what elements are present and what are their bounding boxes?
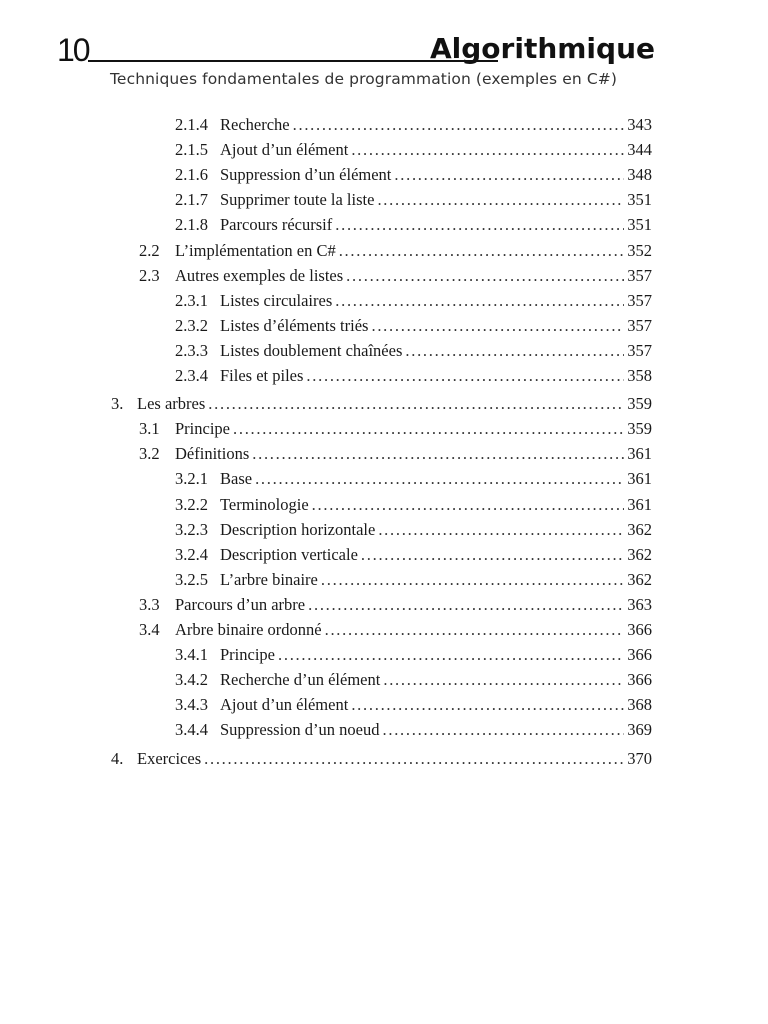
toc-entry: [175, 165, 652, 187]
toc-entry-number: 2.1.5: [175, 140, 208, 160]
toc-entry-number: 3.3: [139, 594, 160, 614]
toc-entry-page: 369: [627, 720, 652, 740]
toc-leader-dots: [377, 190, 624, 210]
toc-entry-title: Principe: [220, 645, 275, 665]
toc-leader-dots: [308, 595, 624, 615]
toc-entry-title: Suppression d’un élément: [220, 165, 392, 185]
toc-entry-title: Arbre binaire ordonné: [175, 620, 322, 639]
toc-entry-title: Listes d’éléments triés: [220, 315, 369, 335]
toc-entry-number: 2.3.3: [175, 340, 208, 360]
toc-entry-page: 351: [627, 215, 652, 235]
toc-entry: [175, 215, 652, 237]
toc-entry-number: 3.2.1: [175, 469, 208, 489]
toc-entry-number: 2.2: [139, 240, 160, 260]
toc-entry-title: Suppression d’un noeud: [220, 720, 380, 740]
toc-entry-number: 3.2: [139, 444, 160, 464]
toc-entry-title: Recherche: [220, 115, 290, 134]
toc-entry-number: 3.2.5: [175, 569, 208, 589]
toc-entry: [175, 190, 652, 212]
toc-entry-number: 3.2.4: [175, 544, 208, 564]
toc-entry-title: Terminologie: [220, 494, 309, 514]
toc-entry-number: 2.3.4: [175, 366, 208, 385]
toc-leader-dots: [394, 165, 624, 185]
toc-entry-page: 358: [627, 366, 652, 385]
toc-entry-title: L’implémentation en C#: [175, 240, 336, 260]
toc-entry-page: 366: [627, 620, 652, 639]
toc-entry-page: 359: [627, 419, 652, 439]
toc-entry-number: 3.4.2: [175, 670, 208, 690]
toc-entry: [139, 241, 652, 263]
toc-leader-dots: [325, 620, 625, 640]
toc-entry-number: 3.: [111, 394, 124, 414]
toc-entry-title: Parcours d’un arbre: [175, 594, 306, 614]
toc-entry: [139, 595, 652, 617]
page-number: 10: [57, 32, 89, 68]
toc-leader-dots: [312, 495, 625, 515]
toc-entry-page: 362: [627, 519, 652, 539]
toc-entry: [139, 419, 652, 441]
toc-entry: [139, 620, 652, 642]
toc-entry: [175, 670, 652, 692]
toc-entry-page: 363: [627, 594, 652, 614]
toc-entry: [175, 115, 652, 137]
toc-entry-page: 361: [627, 494, 652, 514]
toc-entry-title: Supprimer toute la liste: [220, 190, 375, 210]
toc-entry-page: 357: [627, 265, 652, 285]
toc-entry-number: 2.1.6: [175, 165, 208, 185]
toc-entry-number: 4.: [111, 748, 124, 768]
toc-entry-page: 352: [627, 240, 652, 260]
toc-leader-dots: [351, 695, 624, 715]
toc-entry-page: 370: [627, 748, 652, 768]
toc-entry-page: 366: [627, 670, 652, 690]
toc-entry-page: 348: [627, 165, 652, 185]
toc-entry: [111, 394, 652, 416]
toc-entry-number: 2.3: [139, 265, 160, 285]
toc-entry: [175, 341, 652, 363]
toc-entry: [175, 695, 652, 717]
toc-entry-title: Principe: [175, 419, 230, 439]
toc-entry-title: Exercices: [137, 748, 202, 768]
toc-entry-page: 344: [627, 140, 652, 160]
toc-entry-title: Listes doublement chaînées: [220, 340, 403, 360]
toc-entry-title: Parcours récursif: [220, 215, 333, 235]
toc-entry-page: 359: [627, 394, 652, 414]
toc-leader-dots: [371, 316, 624, 336]
toc-entry-title: Files et piles: [220, 366, 304, 385]
toc-entry-title: Autres exemples de listes: [175, 265, 344, 285]
toc-entry-title: Base: [220, 469, 253, 489]
toc-entry: [175, 469, 652, 491]
toc-entry-number: 2.1.4: [175, 115, 208, 134]
toc-entry-title: Description horizontale: [220, 519, 376, 539]
toc-entry: [175, 316, 652, 338]
toc-entry-title: Description verticale: [220, 544, 358, 564]
toc-leader-dots: [351, 140, 624, 160]
toc-entry: [139, 266, 652, 288]
toc-leader-dots: [335, 291, 624, 311]
toc-entry-page: 366: [627, 645, 652, 665]
toc-entry-page: 368: [627, 695, 652, 715]
toc-leader-dots: [252, 444, 624, 464]
toc-leader-dots: [293, 115, 625, 135]
toc-leader-dots: [405, 341, 624, 361]
toc-entry-number: 3.4.3: [175, 695, 208, 715]
book-title: Algorithmique: [429, 32, 655, 65]
toc-entry-page: 351: [627, 190, 652, 210]
toc-leader-dots: [278, 645, 624, 665]
toc-entry: [175, 366, 652, 388]
toc-entry: [175, 495, 652, 517]
toc-entry-number: 3.2.2: [175, 494, 208, 514]
toc-entry-page: 343: [627, 115, 652, 134]
toc-leader-dots: [378, 520, 624, 540]
toc-leader-dots: [339, 241, 625, 261]
toc-entry-title: Ajout d’un élément: [220, 695, 349, 715]
toc-entry-page: 357: [627, 315, 652, 335]
toc-leader-dots: [383, 720, 625, 740]
toc-leader-dots: [361, 545, 624, 565]
toc-entry-number: 2.3.2: [175, 315, 208, 335]
toc-entry-title: Définitions: [175, 444, 250, 464]
toc-entry-page: 357: [627, 290, 652, 310]
toc-entry-page: 357: [627, 340, 652, 360]
toc-entry-page: 362: [627, 569, 652, 589]
toc-entry-number: 2.1.8: [175, 215, 208, 235]
toc-leader-dots: [335, 215, 624, 235]
toc-entry-number: 3.1: [139, 419, 160, 439]
toc-entry-page: 362: [627, 544, 652, 564]
toc-leader-dots: [346, 266, 624, 286]
book-subtitle: Techniques fondamentales de programmation (exemples en C#): [110, 70, 617, 88]
toc-entry-title: Listes circulaires: [220, 290, 333, 310]
toc-entry-number: 3.2.3: [175, 519, 208, 539]
toc-entry-number: 3.4.1: [175, 645, 208, 665]
toc-leader-dots: [255, 469, 624, 489]
toc-leader-dots: [306, 366, 624, 386]
toc-entry-title: Ajout d’un élément: [220, 140, 349, 160]
toc-entry: [175, 720, 652, 742]
toc-leader-dots: [208, 394, 624, 414]
toc-entry: [111, 749, 652, 771]
toc-entry-number: 3.4: [139, 620, 160, 639]
toc-entry: [175, 291, 652, 313]
toc-leader-dots: [233, 419, 624, 439]
toc-entry: [175, 140, 652, 162]
toc-entry-title: Recherche d’un élément: [220, 670, 381, 690]
toc-leader-dots: [204, 749, 624, 769]
page-header: [57, 30, 657, 74]
toc-entry: [175, 520, 652, 542]
toc-entry: [175, 545, 652, 567]
toc-entry-number: 2.3.1: [175, 290, 208, 310]
toc-entry: [175, 645, 652, 667]
toc-entry-number: 2.1.7: [175, 190, 208, 210]
toc-entry: [175, 570, 652, 592]
toc-entry: [139, 444, 652, 466]
toc-leader-dots: [321, 570, 624, 590]
toc-entry-number: 3.4.4: [175, 720, 208, 740]
toc-entry-page: 361: [627, 469, 652, 489]
toc-entry-page: 361: [627, 444, 652, 464]
toc-leader-dots: [383, 670, 624, 690]
toc-entry-title: Les arbres: [137, 394, 206, 414]
toc-entry-title: L’arbre binaire: [220, 569, 318, 589]
